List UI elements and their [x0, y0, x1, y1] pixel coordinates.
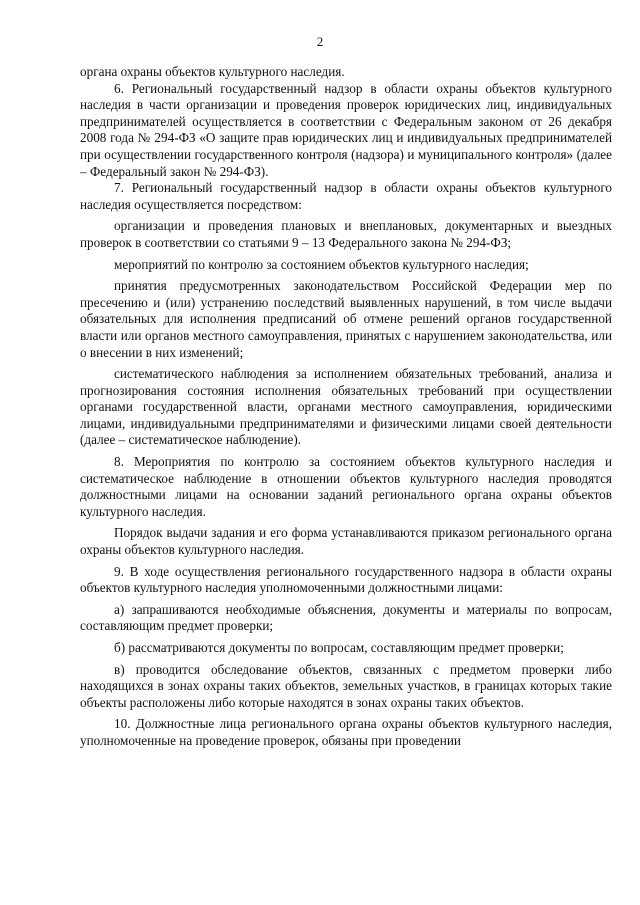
paragraph-9-item-b: б) рассматриваются документы по вопросам, составляющим предмет проверки; — [114, 640, 564, 655]
paragraph-9-item-a: а) запрашиваются необходимые объяснения, документы и материалы по вопросам, составляющим предмет проверки; — [80, 601, 612, 634]
document-body — [80, 64, 612, 750]
paragraph-7-item-enforcement: принятия предусмотренных законодательством Российской Федерации мер по пресечению и (или) устранению последствий выявленных нарушений, в том числе выдачи обязательных для исполнения предписаний об отмене решений органов государственной власти или органов местного самоуправления, принятых с нарушением законодательства, или о внесении в них изменений; — [80, 278, 612, 360]
paragraph-7-item-inspections: организации и проведения плановых и внеплановых, документарных и выездных проверок в соответствии со статьями 9 – 13 Федерального закона № 294-ФЗ; — [80, 218, 612, 250]
paragraph-7: 7. Региональный государственный надзор в области охраны объектов культурного наследия осуществляется посредством: — [80, 180, 612, 212]
paragraph-continuation: органа охраны объектов культурного наследия. — [80, 64, 345, 79]
paragraph-9-item-c: в) проводится обследование объектов, связанных с предметом проверки либо находящихся в зонах охраны таких объектов, земельных участков, в границах которых такие объекты расположены либо которые находятся в зонах охраны таких объектов. — [80, 661, 612, 710]
paragraph-6: 6. Региональный государственный надзор в области охраны объектов культурного наследия в части организации и проведения проверок юридических лиц, индивидуальных предпринимателей осуществляется в соответствии с Федеральным законом от 26 декабря 2008 года № 294-ФЗ «О защите прав юридических лиц и индивидуальных предпринимателей при осуществлении государственного контроля (надзора) и муниципального контроля» (далее – Федеральный закон № 294-ФЗ). — [80, 80, 612, 179]
paragraph-7-item-monitoring-measures: мероприятий по контролю за состоянием объектов культурного наследия; — [114, 256, 529, 272]
paragraph-8: 8. Мероприятия по контролю за состоянием объектов культурного наследия и систематическое наблюдение в отношении объектов культурного наследия проводятся должностными лицами на основании заданий регионального органа охраны объектов культурного наследия. — [80, 454, 612, 519]
paragraph-10: 10. Должностные лица регионального органа охраны объектов культурного наследия, уполномоченные на проведение проверок, обязаны при проведении — [80, 716, 612, 748]
paragraph-9: 9. В ходе осуществления регионального государственного надзора в области охраны объектов культурного наследия уполномоченными должностными лицами: — [80, 563, 612, 596]
page-number: 2 — [316, 34, 324, 49]
paragraph-7-item-observation: систематического наблюдения за исполнением обязательных требований, анализа и прогнозирования состояния исполнения обязательных требований при осуществлении органами государственной власти, органами местного самоуправления, юридическими лицами, индивидуальными предпринимателями и физическими лицами своей деятельности (далее – систематическое наблюдение). — [80, 366, 612, 448]
paragraph-8-order: Порядок выдачи задания и его форма устанавливаются приказом регионального органа охраны объектов культурного наследия. — [80, 525, 612, 558]
